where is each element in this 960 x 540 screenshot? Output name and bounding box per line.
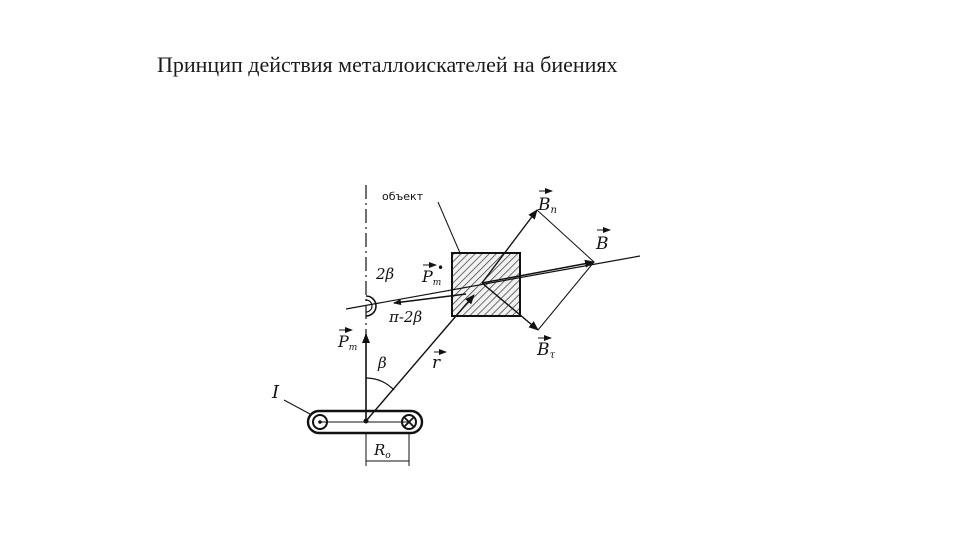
pm-star-mark: •: [437, 261, 445, 275]
coil-leader-line: [284, 400, 310, 414]
object-leader-line: [438, 202, 460, 253]
radius-label: $R_o$: [374, 441, 391, 461]
parallelogram-top: [537, 210, 594, 262]
btau-label: Bτ: [537, 340, 556, 361]
coil-label: I: [272, 382, 280, 403]
pi-minus-two-beta-label: π-2β: [389, 308, 423, 326]
beta-arc: [366, 378, 394, 390]
slide-title: Принцип действия металлоискателей на биениях: [157, 52, 618, 77]
two-beta-arc: [366, 296, 376, 316]
pi-minus-two-beta-arc: [366, 300, 372, 312]
pm-star-label: Pm: [422, 267, 442, 288]
parallelogram-bottom: [538, 262, 594, 330]
b-label: B: [596, 234, 609, 254]
coil-center-point: [364, 419, 369, 424]
beta-label: β: [378, 354, 387, 372]
r-label: r: [432, 353, 441, 373]
object-label: объект: [382, 190, 424, 203]
two-beta-label: 2β: [376, 265, 395, 283]
bn-label: Bn: [538, 195, 557, 216]
pm-label: Pm: [338, 332, 358, 353]
